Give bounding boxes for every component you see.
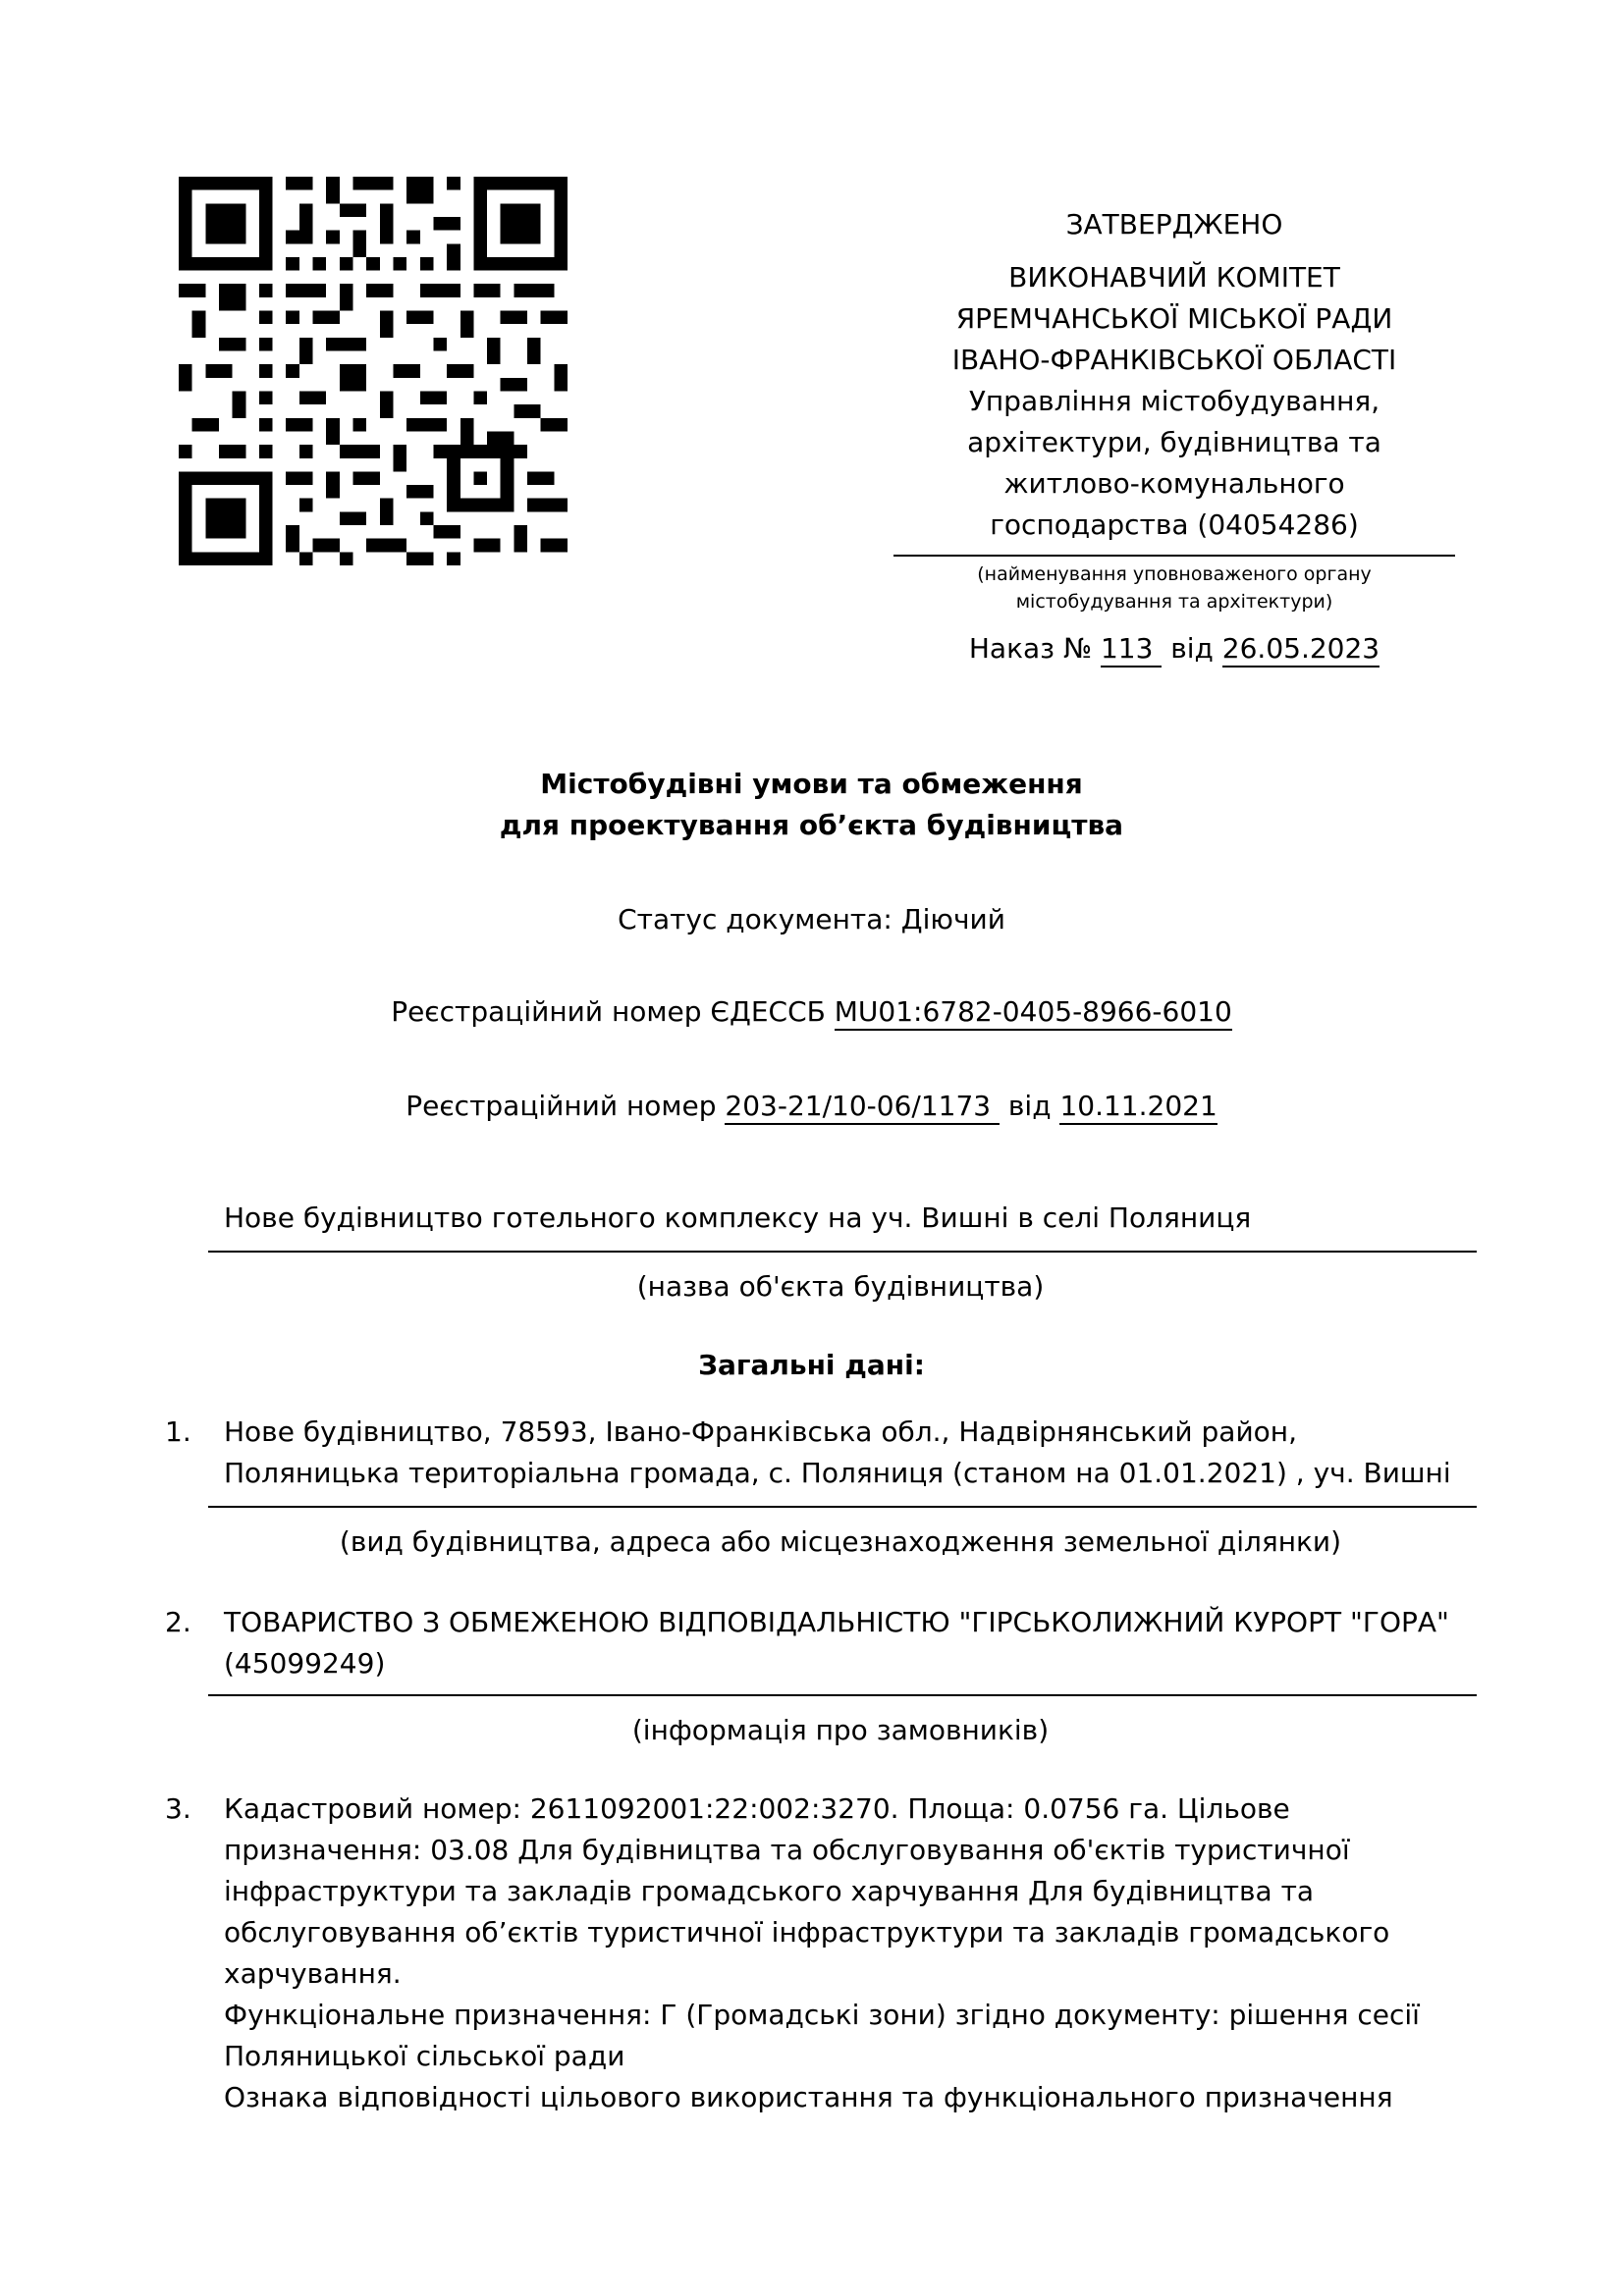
document-title-line-1: Містобудівні умови та обмеження: [540, 768, 1083, 800]
approved-label: ЗАТВЕРДЖЕНО: [1065, 208, 1283, 240]
status-value: Діючий: [900, 903, 1005, 935]
order-prefix: Наказ №: [968, 632, 1093, 665]
org-line-5: архітектури, будівництва та: [967, 426, 1381, 458]
document-title-line-2: для проектування об’єкта будівництва: [499, 809, 1124, 841]
item-3-line-7: Поляницької сільської ради: [224, 2040, 625, 2072]
item-2-line-1: ТОВАРИСТВО З ОБМЕЖЕНОЮ ВІДПОВІДАЛЬНІСТЮ "ГІРСЬКОЛИЖНИЙ КУРОРТ "ГОРА": [224, 1606, 1449, 1638]
item-2-line-2: (45099249): [224, 1647, 386, 1680]
item-3-line-5: харчування.: [224, 1957, 402, 1990]
order-number: 113: [1101, 632, 1162, 667]
registration-label: Реєстраційний номер: [406, 1090, 717, 1122]
status-label: Статус документа:: [618, 903, 893, 935]
general-data-heading: Загальні дані:: [698, 1349, 925, 1381]
org-line-4: Управління містобудування,: [968, 385, 1380, 417]
org-line-2: ЯРЕМЧАНСЬКОЇ МІСЬКОЇ РАДИ: [955, 302, 1393, 335]
org-line-1: ВИКОНАВЧИЙ КОМІТЕТ: [1008, 261, 1340, 294]
order-date-prefix: від: [1170, 632, 1214, 665]
object-caption: (назва об'єкта будівництва): [636, 1270, 1045, 1303]
item-1-caption: (вид будівництва, адреса або місцезнаходження земельної ділянки): [339, 1525, 1342, 1558]
edessb-registration: [0, 991, 1623, 1033]
object-underline: [208, 1251, 1477, 1253]
org-underline: [893, 555, 1455, 557]
item-1-underline: [208, 1506, 1477, 1508]
registration-date: 10.11.2021: [1059, 1090, 1217, 1125]
item-3-line-4: обслуговування об’єктів туристичної інфраструктури та закладів громадського: [224, 1916, 1390, 1949]
item-3-line-8: Ознака відповідності цільового використання та функціонального призначення: [224, 2081, 1393, 2113]
order-date: 26.05.2023: [1222, 632, 1380, 667]
edessb-label: Реєстраційний номер ЄДЕССБ: [391, 995, 826, 1028]
item-2-underline: [208, 1694, 1477, 1696]
item-3-line-6: Функціональне призначення: Г (Громадські зони) згідно документу: рішення сесії: [224, 1999, 1420, 2031]
org-line-3: ІВАНО-ФРАНКІВСЬКОЇ ОБЛАСТІ: [951, 344, 1397, 376]
item-3-line-3: інфраструктури та закладів громадського харчування Для будівництва та: [224, 1875, 1315, 1907]
item-1-number: 1.: [165, 1415, 191, 1448]
item-2-number: 2.: [165, 1606, 191, 1638]
order-line: [893, 628, 1455, 669]
item-3-line-1: Кадастровий номер: 2611092001:22:002:3270. Площа: 0.0756 га. Цільове: [224, 1792, 1290, 1825]
item-1-line-1: Нове будівництво, 78593, Івано-Франківська обл., Надвірнянський район,: [224, 1415, 1297, 1448]
item-2-caption: (інформація про замовників): [631, 1714, 1050, 1746]
item-3-number: 3.: [165, 1792, 191, 1825]
registration-number: 203-21/10-06/1173: [725, 1090, 1000, 1125]
qr-code-icon: [179, 177, 568, 565]
item-3-line-2: призначення: 03.08 Для будівництва та обслуговування об'єктів туристичної: [224, 1834, 1350, 1866]
org-caption-1: (найменування уповноваженого органу: [977, 563, 1372, 585]
org-line-7: господарства (04054286): [990, 508, 1359, 541]
object-name: Нове будівництво готельного комплексу на уч. Вишні в селі Поляниця: [224, 1201, 1252, 1234]
document-status: [0, 899, 1623, 940]
org-line-6: житлово-комунального: [1003, 467, 1345, 500]
item-1-line-2: Поляницька територіальна громада, с. Поляниця (станом на 01.01.2021) , уч. Вишні: [224, 1457, 1451, 1489]
registration-line: [0, 1086, 1623, 1127]
edessb-number: MU01:6782-0405-8966-6010: [835, 995, 1232, 1031]
registration-date-prefix: від: [1007, 1090, 1052, 1122]
org-caption-2: містобудування та архітектури): [1015, 591, 1333, 613]
